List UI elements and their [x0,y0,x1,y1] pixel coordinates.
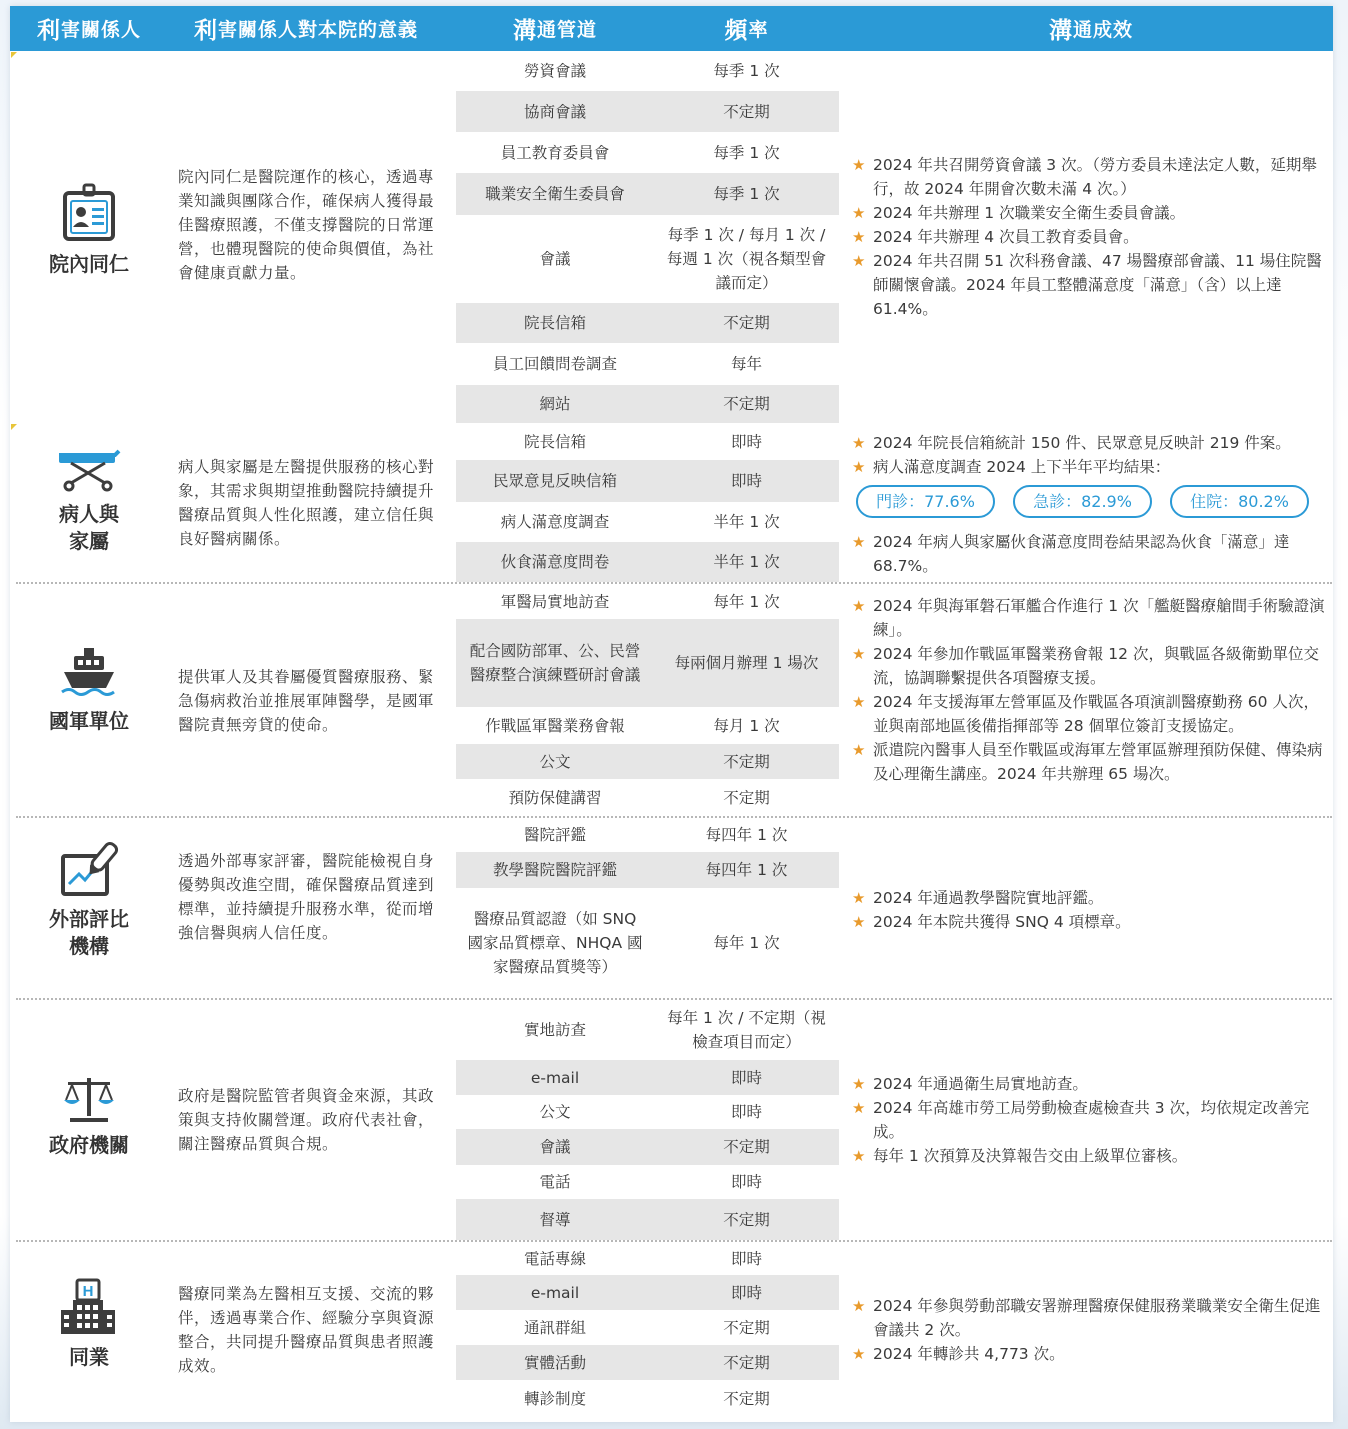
stakeholder-cell [10,183,168,278]
result-item [852,153,1330,201]
result-text: 2024 年支援海軍左營軍區及作戰區各項演訓醫療勤務 60 人次，並與南部地區後備指揮部等 28 個單位簽訂支援協定。 [873,693,1319,735]
header-channel-rest: 通管道 [536,19,597,41]
channel-row [456,1095,839,1129]
stakeholder-name: 國軍單位 [49,709,129,733]
star-icon: ★ [852,645,866,663]
channel-name: 協商會議 [523,102,586,121]
result-item [852,1294,1330,1342]
channel-name: e-mail [530,1283,580,1302]
channel-row [456,215,839,303]
star-icon: ★ [852,1099,866,1117]
stakeholder-name: 外部評比 機構 [49,907,129,958]
stakeholder-group-evaluators [10,818,1333,998]
channel-name: 員工回饋問卷調查 [492,355,617,373]
header-results-rest: 通成效 [1072,19,1133,41]
result-item [852,1342,1330,1366]
channel-row [456,852,839,888]
channel-row [456,132,839,173]
header-meaning [168,6,444,51]
header-meaning-first: 利 [193,18,218,44]
results-list [852,431,1330,578]
result-item [852,201,1330,225]
channel-name: 預防保健講習 [508,788,602,807]
header-frequency [654,6,839,51]
channel-row [456,1129,839,1165]
stakeholder-name: 同業 [69,1345,109,1369]
results-list [852,886,1330,934]
scales-icon [60,1074,118,1124]
channel-frequency: 每年 1 次 / 不定期（視檢查項目而定） [667,1009,826,1051]
channel-frequency: 即時 [730,1283,762,1302]
results-list [852,1072,1330,1168]
id-badge-icon [61,183,117,243]
channel-frequency: 即時 [730,1103,762,1121]
result-item [852,1072,1330,1096]
hospital-icon [59,1278,119,1336]
channel-frequency: 不定期 [723,102,770,121]
channel-frequency: 每年 1 次 [713,934,780,952]
channel-frequency: 每年 [730,355,762,373]
star-icon: ★ [852,458,866,476]
stakeholder-cell [10,1074,168,1159]
result-item [852,530,1330,578]
stakeholder-cell [10,447,168,555]
channel-frequency: 不定期 [723,1353,770,1372]
result-item [852,1096,1330,1144]
result-text: 2024 年高雄市勞工局勞動檢查處檢查共 3 次，均依規定改善完成。 [873,1099,1310,1141]
channel-frequency: 即時 [730,1249,762,1268]
stakeholder-group-government [10,1000,1333,1240]
channel-frequency: 每四年 1 次 [705,861,788,879]
star-icon: ★ [852,156,866,174]
header-stakeholder-first: 利 [36,18,61,44]
channel-name: 院長信箱 [523,314,586,332]
result-text: 病人滿意度調查 2024 上下半年平均結果： [873,458,1171,476]
channel-frequency: 不定期 [723,314,770,332]
channel-frequency: 不定期 [723,1138,770,1156]
channel-name: 作戰區軍醫業務會報 [485,716,625,735]
channel-row [456,91,839,132]
channel-frequency: 即時 [730,472,762,490]
channel-name: 督導 [539,1210,571,1229]
evaluation-icon [59,840,119,898]
channel-name: 院長信箱 [523,432,586,451]
channel-frequency: 不定期 [723,788,770,807]
channel-name: 職業安全衛生委員會 [485,185,625,203]
channel-row [456,173,839,215]
svg-text:H: H [82,1283,94,1300]
channel-row [456,818,839,852]
star-icon: ★ [852,741,866,759]
result-item [852,690,1330,738]
star-icon: ★ [852,597,866,615]
pill-emergency: 急診：82.9% [1013,485,1152,518]
result-item [852,738,1330,786]
result-item [852,642,1330,690]
result-text: 2024 年通過教學醫院實地評鑑。 [873,889,1104,907]
stakeholder-group-peers [10,1242,1333,1420]
channel-row [456,1199,839,1240]
channel-name: 醫療品質認證（如 SNQ 國家品質標章、NHQA 國家醫療品質獎等） [467,910,643,976]
star-icon: ★ [852,1075,866,1093]
channel-list [456,1242,839,1418]
channel-frequency: 半年 1 次 [713,513,780,531]
channel-name: 會議 [539,250,571,268]
result-text: 2024 年院長信箱統計 150 件、民眾意見反映計 219 件案。 [873,434,1291,452]
channel-name: 通訊群組 [523,1318,586,1337]
channel-row [456,423,839,460]
channel-name: 民眾意見反映信箱 [492,472,617,490]
header-stakeholder [10,6,168,51]
channel-name: 會議 [539,1138,571,1156]
channel-row [456,888,839,998]
stretcher-icon [57,447,121,493]
channel-name: 勞資會議 [523,62,586,80]
channel-frequency: 每年 1 次 [713,592,780,611]
result-item [852,594,1330,642]
star-icon: ★ [852,434,866,452]
stakeholder-meaning: 病人與家屬是左醫提供服務的核心對象，其需求與期望推動醫院持續提升醫療品質與人性化照護，建立信任與良好醫病關係。 [178,458,435,548]
stakeholder-meaning: 醫療同業為左醫相互支援、交流的夥伴，透過專業合作、經驗分享與資源整合，共同提升醫療品質與患者照護成效。 [178,1285,435,1375]
star-icon: ★ [852,889,866,907]
channel-list [456,818,839,998]
header-channel [456,6,654,51]
header-meaning-rest: 害關係人對本院的意義 [217,19,418,41]
stakeholder-name: 政府機關 [49,1133,129,1157]
satisfaction-pills [856,485,1330,518]
stakeholder-name: 病人與 家屬 [59,502,119,553]
stakeholder-cell [10,646,168,735]
result-item [852,910,1330,934]
channel-row [456,1242,839,1275]
channel-name: 轉診制度 [523,1390,586,1408]
channel-row [456,385,839,423]
channel-frequency: 不定期 [723,1210,770,1229]
channel-name: 伙食滿意度問卷 [500,553,610,571]
channel-row [456,1000,839,1060]
stakeholder-cell [10,1278,168,1371]
channel-frequency: 每季 1 次 [713,143,780,162]
stakeholder-cell [10,840,168,960]
result-item [852,1144,1330,1168]
header-results [852,6,1330,51]
channel-row [456,1345,839,1380]
star-icon: ★ [852,228,866,246]
star-icon: ★ [852,913,866,931]
result-item [852,249,1330,321]
channel-frequency: 不定期 [723,1390,770,1408]
channel-name: 員工教育委員會 [500,143,610,162]
channel-name: 實體活動 [523,1353,586,1372]
channel-name: 電話專線 [523,1249,586,1268]
channel-row [456,619,839,707]
channel-row [456,542,839,582]
result-item [852,455,1330,479]
channel-row [456,744,839,779]
channel-name: 病人滿意度調查 [500,513,610,531]
stakeholder-group-military [10,584,1333,816]
results-list [852,594,1330,786]
channel-name: 實地訪查 [523,1021,586,1039]
header-results-first: 溝 [1048,18,1073,44]
result-text: 2024 年共辦理 1 次職業安全衛生委員會議。 [873,204,1186,222]
channel-frequency: 即時 [730,1173,762,1191]
pill-inpatient: 住院：80.2% [1170,485,1309,518]
header-frequency-first: 頻 [724,18,749,44]
result-text: 每年 1 次預算及決算報告交由上級單位審核。 [873,1147,1188,1165]
channel-frequency: 每四年 1 次 [705,826,788,844]
result-item [852,431,1330,455]
channel-frequency: 不定期 [723,752,770,771]
channel-row [456,1275,839,1310]
stakeholder-name: 院內同仁 [49,252,129,276]
stakeholder-group-staff [10,51,1333,423]
channel-row [456,460,839,502]
channel-row [456,707,839,744]
result-text: 2024 年共召開勞資會議 3 次。（勞方委員未達法定人數，延期舉行，故 2024 年開會次數未滿 4 次。） [873,156,1317,198]
channel-frequency: 每季 1 次 [713,185,780,203]
star-icon: ★ [852,204,866,222]
channel-name: 電話 [539,1173,571,1191]
channel-row [456,1060,839,1095]
result-text: 2024 年與海軍磐石軍艦合作進行 1 次「艦艇醫療艙間手術驗證演練」。 [873,597,1325,639]
channel-name: 網站 [539,395,571,413]
channel-row [456,1380,839,1418]
result-text: 2024 年共辦理 4 次員工教育委員會。 [873,228,1139,246]
channel-name: 公文 [539,1103,571,1121]
channel-frequency: 不定期 [723,395,770,413]
result-text: 2024 年本院共獲得 SNQ 4 項標章。 [873,913,1131,931]
channel-row [456,343,839,385]
channel-frequency: 不定期 [723,1318,770,1337]
result-text: 2024 年轉診共 4,773 次。 [873,1345,1065,1363]
channel-row [456,584,839,619]
star-icon: ★ [852,1297,866,1315]
channel-name: 教學醫院醫院評鑑 [492,861,617,879]
channel-name: e-mail [530,1068,580,1087]
result-text: 派遣院內醫事人員至作戰區或海軍左營軍區辦理預防保健、傳染病及心理衛生講座。2024 年共辦理 65 場次。 [873,741,1323,783]
channel-frequency: 每季 1 次 / 每月 1 次 / 每週 1 次（視各類型會議而定） [666,226,827,292]
channel-row [456,779,839,816]
star-icon: ★ [852,252,866,270]
channel-name: 公文 [539,752,571,771]
stakeholder-meaning: 透過外部專家評審，醫院能檢視自身優勢與改進空間，確保醫療品質達到標準，並持續提升服務水準，從而增強信譽與病人信任度。 [178,852,435,942]
stakeholder-meaning: 政府是醫院監管者與資金來源，其政策與支持攸關營運。政府代表社會，關注醫療品質與合規。 [178,1087,435,1153]
results-list [852,153,1330,321]
result-text: 2024 年通過衛生局實地訪查。 [873,1075,1088,1093]
channel-frequency: 即時 [730,1068,762,1087]
stakeholder-meaning: 提供軍人及其眷屬優質醫療服務、緊急傷病救治並推展軍陣醫學，是國軍醫院責無旁貸的使命。 [178,668,435,734]
channel-name: 配合國防部軍、公、民營醫療整合演練暨研討會議 [469,642,641,684]
result-item [852,225,1330,249]
channel-list [456,1000,839,1240]
results-list [852,1294,1330,1366]
result-item [852,886,1330,910]
channel-row [456,303,839,343]
result-text: 2024 年參與勞動部職安署辦理醫療保健服務業職業安全衛生促進會議共 2 次。 [873,1297,1321,1339]
channel-frequency: 每季 1 次 [713,62,780,80]
channel-row [456,1310,839,1345]
channel-list [456,584,839,816]
stakeholder-group-patients [10,423,1333,582]
header-channel-first: 溝 [512,18,537,44]
channel-list [456,423,839,582]
pill-outpatient: 門診：77.6% [856,485,995,518]
ship-icon [60,646,118,700]
channel-name: 軍醫局實地訪查 [500,592,610,611]
channel-row [456,51,839,91]
channel-frequency: 每兩個月辦理 1 場次 [674,654,819,672]
header-frequency-rest: 率 [748,19,769,41]
channel-row [456,1165,839,1199]
result-text: 2024 年參加作戰區軍醫業務會報 12 次，與戰區各級衛勤單位交流，協調聯繫提供各項醫療支援。 [873,645,1319,687]
channel-frequency: 半年 1 次 [713,553,780,571]
table-header [10,6,1333,51]
header-stakeholder-rest: 害關係人 [60,19,141,41]
channel-list [456,51,839,423]
channel-frequency: 即時 [730,432,762,451]
star-icon: ★ [852,693,866,711]
star-icon: ★ [852,1345,866,1363]
stakeholder-meaning: 院內同仁是醫院運作的核心，透過專業知識與團隊合作，確保病人獲得最佳醫療照護，不僅支撐醫院的日常運營，也體現醫院的使命與價值，為社會健康貢獻力量。 [178,168,435,282]
star-icon: ★ [852,533,866,551]
result-text: 2024 年病人與家屬伙食滿意度問卷結果認為伙食「滿意」達 68.7%。 [873,533,1290,575]
channel-name: 醫院評鑑 [523,826,586,844]
result-text: 2024 年共召開 51 次科務會議、47 場醫療部會議、11 場住院醫師關懷會議。2024 年員工整體滿意度「滿意」（含）以上達 61.4%。 [873,252,1322,318]
channel-frequency: 每月 1 次 [713,716,780,735]
channel-row [456,502,839,542]
star-icon: ★ [852,1147,866,1165]
